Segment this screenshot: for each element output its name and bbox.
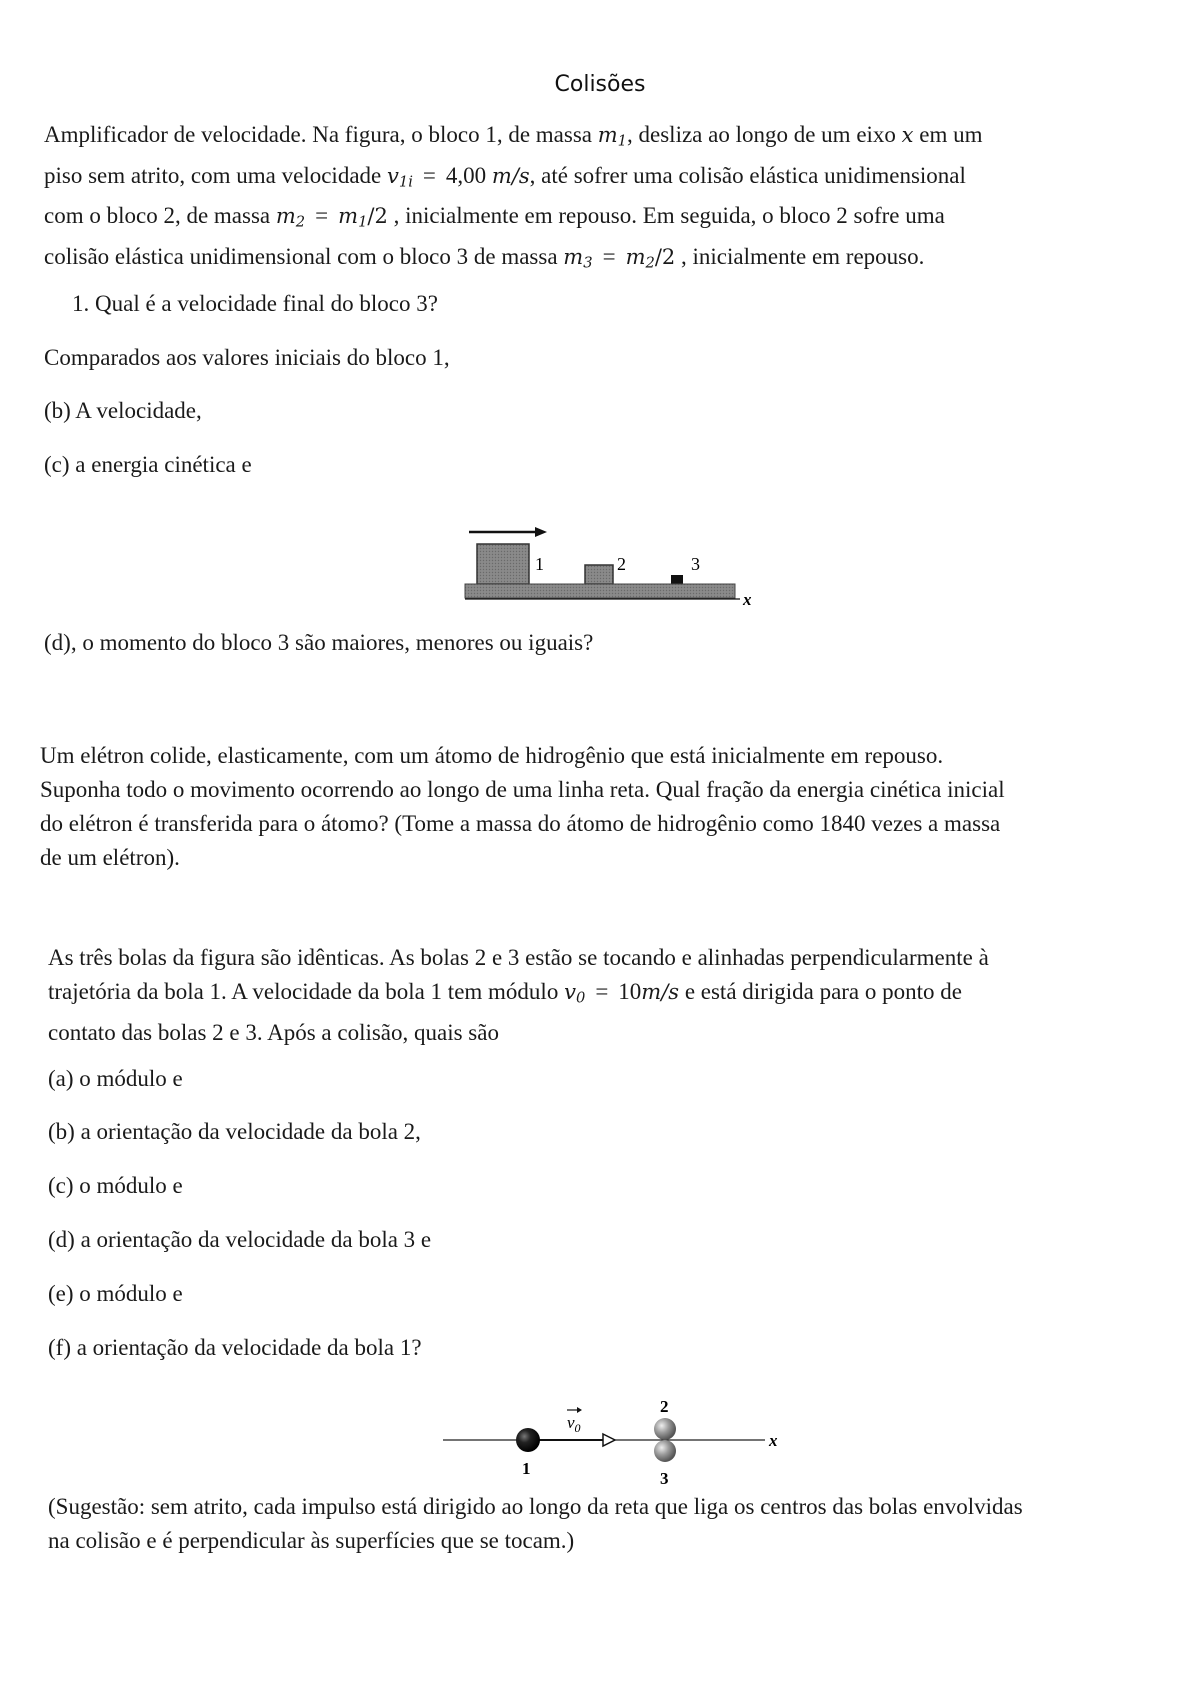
math-value: 10	[618, 979, 642, 1004]
problem2-line4: de um elétron).	[40, 845, 180, 870]
math-v0: $v_0$	[564, 980, 586, 1007]
math-m3: $m_3$	[563, 245, 593, 272]
math-unit: m/s	[641, 980, 680, 1004]
page-title: Colisões	[554, 72, 646, 97]
x-axis-label: x	[743, 590, 752, 609]
problem1-line4	[44, 240, 1174, 281]
text: em um	[913, 122, 983, 147]
problem3-question-d: (d) a orientação da velocidade da bola 3 e	[48, 1227, 432, 1252]
problem3-question-f: (f) a orientação da velocidade da bola 1?	[48, 1335, 422, 1360]
block-1-label: 1	[535, 554, 544, 574]
problem1-line1	[44, 118, 1174, 159]
problem1-compare: Comparados aos valores iniciais do bloco 1,	[44, 345, 450, 370]
vector-v0-label: $v_0$	[567, 1413, 581, 1435]
text: , inicialmente em repouso.	[675, 244, 925, 270]
math-value: 4,00	[445, 162, 487, 188]
hint-line1: (Sugestão: sem atrito, cada impulso está dirigido ao longo da reta que liga os centros das bolas envolvidas	[48, 1494, 1023, 1519]
math-equals: =	[595, 979, 609, 1004]
ball-3	[654, 1440, 676, 1462]
problem3-statement	[48, 941, 1183, 1050]
problem3-hint	[48, 1490, 1188, 1558]
ball-2-label: 2	[660, 1397, 669, 1416]
problem2-line3: do elétron é transferida para o átomo? (Tome a massa do átomo de hidrogênio como 1840 vezes a massa	[40, 811, 1001, 836]
text: piso sem atrito, com uma velocidade	[44, 162, 387, 188]
problem1-line2	[44, 159, 1174, 200]
hint-line2: na colisão e é perpendicular às superfícies que se tocam.)	[48, 1528, 575, 1553]
ball-1-label: 1	[522, 1459, 531, 1478]
block-3-label: 3	[691, 554, 700, 574]
x-axis-label: x	[769, 1431, 778, 1450]
math-m3-rhs: $m_2/2$	[625, 245, 676, 272]
problem2-statement	[40, 739, 1180, 875]
vector-arrow-mark-head	[577, 1407, 582, 1413]
problem1-question-c: (c) a energia cinética e	[44, 452, 252, 477]
problem2-line1: Um elétron colide, elasticamente, com um átomo de hidrogênio que está inicialmente em repouso.	[40, 743, 944, 768]
balls-figure	[435, 1388, 795, 1488]
text: Amplificador de velocidade. Na figura, o bloco 1, de massa	[44, 122, 598, 147]
math-equals: =	[422, 162, 436, 188]
problem1-question-d: (d), o momento do bloco 3 são maiores, menores ou iguais?	[44, 630, 594, 655]
problem1-question1: 1. Qual é a velocidade final do bloco 3?	[72, 291, 438, 316]
ball-2	[654, 1418, 676, 1440]
problem3-line1: As três bolas da figura são idênticas. As bolas 2 e 3 estão se tocando e alinhadas perpendicularmente à	[48, 945, 989, 970]
ball-3-label: 3	[660, 1469, 669, 1488]
problem3-question-e: (e) o módulo e	[48, 1281, 183, 1306]
problem1-statement	[44, 118, 1174, 281]
math-m1: $m_1$	[597, 123, 628, 150]
velocity-arrow-head	[603, 1434, 615, 1446]
math-equals: =	[602, 244, 616, 270]
velocity-arrow-head	[535, 527, 547, 537]
blocks-figure	[455, 520, 755, 610]
math-equals: =	[315, 203, 329, 229]
text: , até sofrer uma colisão elástica unidimensional	[529, 162, 966, 188]
block-2-label: 2	[617, 554, 626, 574]
ball-1	[516, 1428, 540, 1452]
math-m2-rhs: $m_1/2$	[338, 204, 388, 232]
text: colisão elástica unidimensional com o bloco 3 de massa	[44, 244, 564, 270]
floor	[465, 584, 735, 598]
text: com o bloco 2, de massa	[44, 203, 276, 229]
text: trajetória da bola 1. A velocidade da bola 1 tem módulo	[48, 979, 565, 1004]
math-v1i: $v_{1i}$	[387, 163, 413, 191]
block-3	[671, 575, 683, 584]
problem3-question-a: (a) o módulo e	[48, 1066, 183, 1091]
block-1	[477, 544, 529, 584]
problem1-line3	[44, 199, 1174, 240]
text: e está dirigida para o ponto de	[679, 979, 962, 1004]
math-x: x	[901, 123, 914, 147]
block-2	[585, 565, 613, 584]
problem3-question-c: (c) o módulo e	[48, 1173, 183, 1198]
math-m2: $m_2$	[275, 204, 306, 232]
problem1-question-b: (b) A velocidade,	[44, 398, 202, 423]
problem3-question-b: (b) a orientação da velocidade da bola 2,	[48, 1119, 421, 1144]
math-unit: m/s	[491, 163, 530, 188]
text: , desliza ao longo de um eixo	[627, 122, 902, 147]
problem2-line2: Suponha todo o movimento ocorrendo ao longo de uma linha reta. Qual fração da energia cinética inicial	[40, 777, 1005, 802]
text: , inicialmente em repouso. Em seguida, o bloco 2 sofre uma	[387, 203, 945, 229]
problem3-line2	[48, 975, 1183, 1016]
problem3-line3: contato das bolas 2 e 3. Após a colisão, quais são	[48, 1019, 499, 1045]
